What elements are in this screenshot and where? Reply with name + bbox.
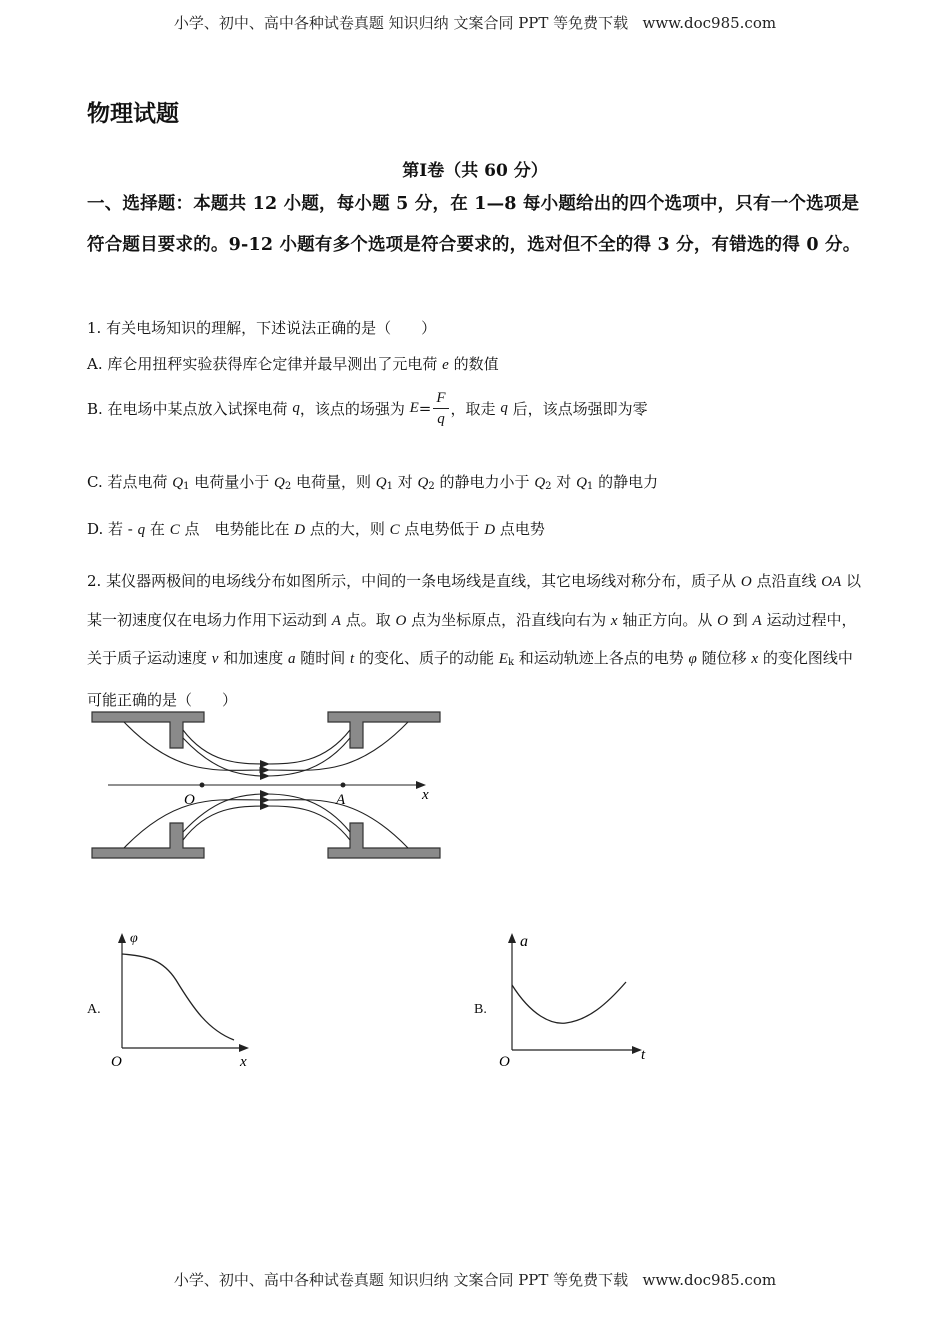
origin-o: O <box>499 1054 510 1070</box>
q2-var: φ <box>688 651 697 667</box>
label-A: A <box>336 792 346 808</box>
q2-text: 和加速度 <box>218 649 288 667</box>
q2-var: OA <box>821 574 842 590</box>
q2-text: 轴正方向。从 <box>617 610 718 629</box>
option-b-graph[interactable] <box>496 930 656 1070</box>
q2-text: 运动过程中，关于质子运动速度 <box>87 610 857 667</box>
label-x: x <box>422 787 429 803</box>
page-header <box>0 12 950 33</box>
q1-d-var: D <box>294 522 306 538</box>
q2-text: 以某一初速度仅在电场力作用下运动到 <box>87 572 862 629</box>
phi-curve <box>122 954 234 1040</box>
q1-c-sub: 2 <box>545 481 552 492</box>
q1-a-text: A. 库仑用扭秤实验获得库仑定律并最早测出了元电荷 <box>87 355 443 373</box>
q1-c-var: Q <box>172 475 184 491</box>
q1-d-var: q <box>137 522 146 538</box>
axis-a: a <box>520 933 528 950</box>
q1-c-sub: 1 <box>183 481 190 492</box>
q1-c-sub: 2 <box>428 481 435 492</box>
axis-t: t <box>641 1047 646 1063</box>
footer-url[interactable]: www.doc985.com <box>642 1271 777 1289</box>
q2-text: 的变化、质子的动能 <box>354 649 499 667</box>
q1-b-fraction <box>433 388 448 429</box>
q2-text: 随位移 <box>696 649 752 667</box>
q1-b-text-mid2: ，取走 <box>450 400 501 418</box>
q2-text: 随时间 <box>295 649 351 667</box>
q1-b-text-mid: ，该点的场强为 <box>299 400 410 418</box>
q1-c-var: Q <box>274 475 285 491</box>
header-url[interactable]: www.doc985.com <box>642 14 777 32</box>
q1-option-a[interactable] <box>87 353 499 374</box>
q1-c-text: 电荷量，则 <box>291 473 376 491</box>
q1-a-text-end: 的数值 <box>448 355 499 373</box>
q1-c-text: 电荷量小于 <box>189 473 275 491</box>
option-b-label[interactable]: B. <box>474 1002 487 1017</box>
q1-d-text: 点电势 <box>495 520 545 538</box>
label-O: O <box>184 792 195 808</box>
option-a-graph[interactable] <box>108 930 258 1070</box>
q1-d-text: 点的大，则 <box>305 520 390 538</box>
q1-c-var: Q <box>576 475 587 491</box>
q2-text: 点沿直线 <box>751 572 822 590</box>
axis-x: x <box>240 1054 247 1070</box>
q1-c-text: 的静电力 <box>593 473 659 491</box>
part-title: 第Ⅰ卷（共 60 分） <box>402 161 548 181</box>
origin-o: O <box>111 1054 122 1070</box>
axis-phi: φ <box>130 931 138 946</box>
q1-c-sub: 2 <box>284 481 292 492</box>
q1-d-var: C <box>389 522 400 538</box>
q1-d-text: 点电势低于 <box>399 520 485 538</box>
q1-d-text: D. 若 - <box>87 520 138 538</box>
q2-var: O <box>740 574 752 590</box>
q2-text: 点为坐标原点，沿直线向右为 <box>406 610 611 629</box>
q2-var: E <box>498 651 508 667</box>
q1-c-var: Q <box>417 475 429 491</box>
q1-option-d[interactable] <box>87 518 545 539</box>
q2-var: v <box>211 651 219 667</box>
option-a-label[interactable]: A. <box>87 1002 101 1017</box>
q1-c-text: 对 <box>393 473 418 491</box>
q1-stem: 1. 有关电场知识的理解，下述说法正确的是（ ） <box>87 319 437 337</box>
bottom-right-electrode <box>328 823 440 858</box>
q2-sub: k <box>507 657 514 668</box>
q2-var: a <box>288 651 296 667</box>
q2-text: 点。取 <box>340 610 396 629</box>
footer-text: 小学、初中、高中各种试卷真题 知识归纳 文案合同 PPT 等免费下载 <box>173 1271 629 1289</box>
top-right-electrode <box>328 712 440 748</box>
q2-var: A <box>752 612 762 629</box>
q1-d-text: 点 电势能比在 <box>179 520 295 538</box>
q1-c-sub: 1 <box>586 481 594 492</box>
q1-b-equals: = <box>418 399 432 418</box>
fraction-denominator: q <box>437 411 445 427</box>
a-curve <box>512 982 626 1023</box>
q1-b-var-q2: q <box>500 400 508 416</box>
page-footer <box>0 1269 950 1290</box>
electric-field-figure <box>88 708 448 868</box>
q1-c-text: C. 若点电荷 <box>87 473 173 491</box>
q1-a-var: e <box>442 357 449 373</box>
q1-option-c[interactable] <box>87 471 658 492</box>
q2-var: O <box>395 612 407 629</box>
q1-b-var-q: q <box>292 400 300 416</box>
q1-c-text: 的静电力小于 <box>434 473 535 491</box>
q2-text: 到 <box>727 610 753 629</box>
q1-d-text: 在 <box>145 520 170 538</box>
q1-option-b[interactable] <box>87 388 648 429</box>
header-text: 小学、初中、高中各种试卷真题 知识归纳 文案合同 PPT 等免费下载 <box>173 14 629 32</box>
q2-stem <box>87 563 867 719</box>
q2-var: x <box>751 651 759 667</box>
q1-c-text: 对 <box>551 473 577 491</box>
q2-text: 2. 某仪器两极间的电场线分布如图所示，中间的一条电场线是直线，其它电场线对称分布，质子从 <box>87 572 741 590</box>
q1-b-text-end: 后，该点场强即为零 <box>507 400 648 418</box>
q1-b-text: B. 在电场中某点放入试探电荷 <box>87 400 293 418</box>
q1-d-var: D <box>484 522 496 538</box>
q2-var: A <box>331 612 341 629</box>
q2-text: 和运动轨迹上各点的电势 <box>514 649 689 667</box>
q1-c-var: Q <box>375 475 387 491</box>
q2-var: O <box>717 612 728 629</box>
q1-c-sub: 1 <box>386 481 393 492</box>
q1-b-var-E: E <box>409 400 419 416</box>
q2-var: x <box>610 612 618 629</box>
q1-d-var: C <box>169 522 180 538</box>
fraction-numerator: F <box>433 388 448 409</box>
q2-var: t <box>350 651 355 667</box>
page-title: 物理试题 <box>87 101 179 127</box>
q1-c-var: Q <box>534 475 546 491</box>
section-title: 一、选择题：本题共 12 小题，每小题 5 分，在 1—8 每小题给出的四个选项中，只有一个选项是符合题目要求的。9-12 小题有多个选项是符合要求的，选对但不全的得 3 分，有错选的得 0 分。 <box>87 194 861 255</box>
q2-text: 的变化图线中可能正确的是（ ） <box>87 649 853 709</box>
